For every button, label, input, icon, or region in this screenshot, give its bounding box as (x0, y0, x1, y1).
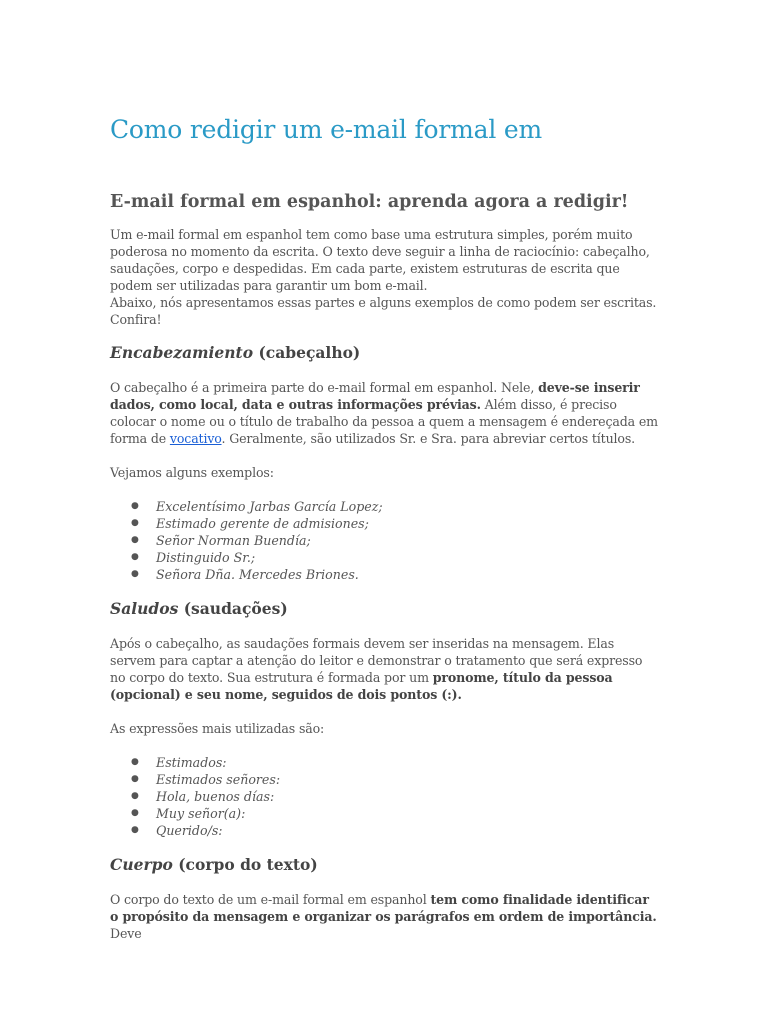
document-page (110, 112, 658, 942)
page-title: Como redigir um e-mail formal em (110, 115, 542, 144)
bullet-icon: ● (131, 791, 139, 801)
section-heading-es: Saludos (110, 599, 179, 618)
encabezamiento-examples-list (110, 498, 658, 583)
section-heading-pt: (cabeçalho) (258, 343, 361, 362)
bullet-icon: ● (131, 518, 139, 528)
list-item: ● Querido/s: (131, 823, 223, 838)
bullet-icon: ● (131, 535, 139, 545)
bullet-icon: ● (131, 774, 139, 784)
page-subtitle: E-mail formal em espanhol: aprenda agora a redigir! (110, 192, 629, 212)
saludos-examples-list (110, 754, 658, 839)
list-item: ● Señor Norman Buendía; (131, 533, 311, 548)
bullet-icon: ● (131, 552, 139, 562)
section-heading-pt: (saudações) (183, 599, 288, 618)
intro-paragraph-2: Abaixo, nós apresentamos essas partes e alguns exemplos de como podem ser escritas. Confira! (110, 295, 657, 327)
section-heading-encabezamiento (110, 342, 658, 364)
list-item: ● Estimado gerente de admisiones; (131, 516, 369, 531)
list-item: ● Excelentísimo Jarbas García Lopez; (131, 499, 383, 514)
bullet-icon: ● (131, 757, 139, 767)
bullet-icon: ● (131, 569, 139, 579)
cuerpo-paragraph: O corpo do texto de um e-mail formal em espanhol tem como finalidade identificar o propósito da mensagem e organizar os parágrafos em ordem de importância. Deve (110, 892, 657, 941)
bullet-icon: ● (131, 501, 139, 511)
list-item: ● Estimados señores: (131, 772, 281, 787)
examples-lead: Vejamos alguns exemplos: (110, 465, 274, 480)
section-heading-saludos (110, 598, 658, 620)
bullet-icon: ● (131, 808, 139, 818)
list-item: ● Estimados: (131, 755, 227, 770)
vocativo-link[interactable]: vocativo (169, 431, 222, 446)
expressions-lead: As expressões mais utilizadas são: (110, 721, 325, 736)
section-heading-cuerpo (110, 854, 658, 876)
encabezamiento-paragraph: O cabeçalho é a primeira parte do e-mail formal em espanhol. Nele, deve-se inserir dados, como local, data e outras informações prévias. Além disso, é preciso colocar o nome ou o título de trabalho da pessoa a quem a mensagem é endereçada em forma de vocativo. Geralmente, são utilizados Sr. e Sra. para abreviar certos títulos. (110, 380, 658, 446)
list-item: ● Señora Dña. Mercedes Briones. (131, 567, 359, 582)
list-item: ● Distinguido Sr.; (131, 550, 256, 565)
section-heading-es: Encabezamiento (110, 343, 254, 362)
bullet-icon: ● (131, 825, 139, 835)
intro-paragraph: Um e-mail formal em espanhol tem como base uma estrutura simples, porém muito poderosa no momento da escrita. O texto deve seguir a linha de raciocínio: cabeçalho, saudações, corpo e despedidas. Em cada parte, existem estruturas de escrita que podem ser utilizadas para garantir um bom e-mail. (110, 227, 650, 293)
section-heading-es: Cuerpo (110, 855, 173, 874)
saludos-paragraph: Após o cabeçalho, as saudações formais devem ser inseridas na mensagem. Elas servem para captar a atenção do leitor e demonstrar o tratamento que será expresso no corpo do texto. Sua estrutura é formada por um pronome, título da pessoa (opcional) e seu nome, seguidos de dois pontos (:). (110, 636, 643, 702)
list-item: ● Muy señor(a): (131, 806, 246, 821)
list-item: ● Hola, buenos días: (131, 789, 275, 804)
section-heading-pt: (corpo do texto) (178, 855, 318, 874)
